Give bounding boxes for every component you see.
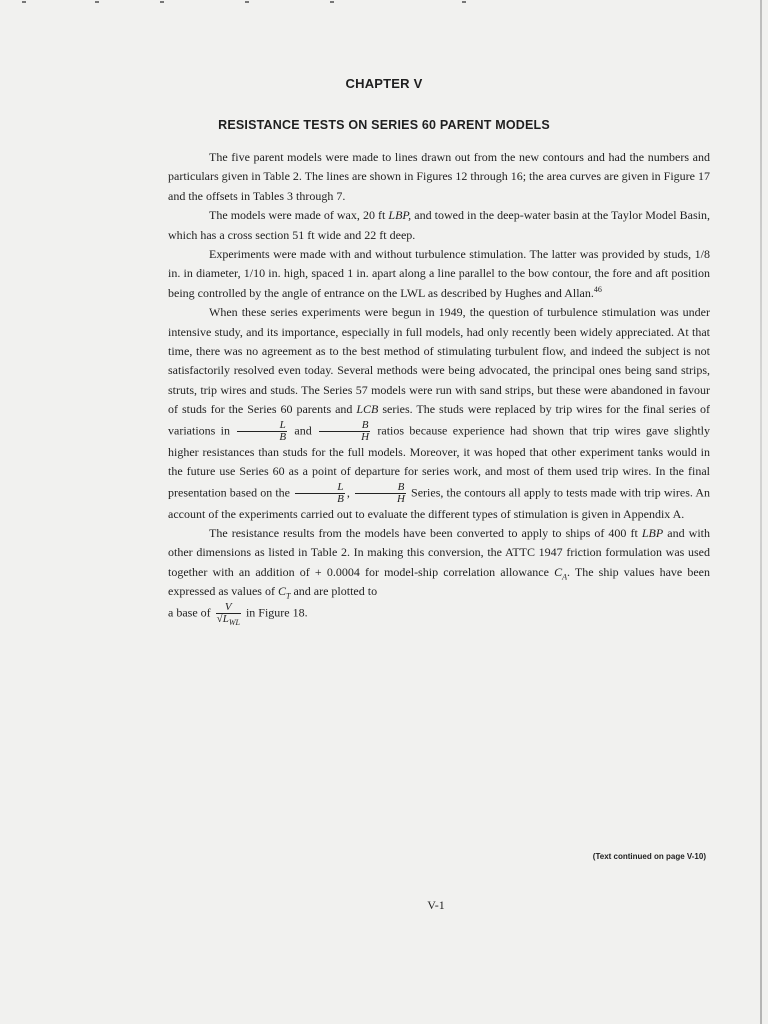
continued-note: (Text continued on page V-10) [592,852,706,861]
fraction-v-over-root-lwl: $\frac{V}{√L_{WL}}$ [216,600,240,627]
paragraph-5: The resistance results from the models have been converted to apply to ships of 400 ft LBP and with other dimensions as listed in Table 2. In making this conversion, the ATTC 1947 friction formulation was used together with an addition of + 0.0004 for model-ship correlation allowance $C_A$. The ship values have been expressed as values of $C_T$ and are plotted to [168,525,711,601]
fraction-b-over-h-2: $\frac{B}{H}$ [355,482,406,505]
fraction-b-over-h: $\frac{B}{H}$ [319,420,370,443]
paragraph-4: When these series experiments were begun in 1949, the question of turbulence stimulation was under intensive study, and its importance, especially in full models, had only recently been widely appreciated. At that time, there was no agreement as to the best method of stimulating turbulent flow, and indeed the subject is not satisfactorily resolved even today. Several methods were being advocated, the principal ones being sand strips, struts, trip wires and studs. The Series 57 models were run with sand strips, but these were abandoned in favour of studs for the Series 60 parents and LCB series. The studs were replaced by trip wires for the final series of variations in $\frac{L}{B}$ and $\frac{B}{H}$ ratios because experience had shown that trip wires gave slightly higher resistances than studs for the full models. Moreover, it was hoped that other experiment tanks would in the future use Series 60 as a point of departure for series work, and most of them used trip wires. In the final presentation based on the $\frac{L}{B}$ , $\frac{B}{H}$ Series, the contours all apply to tests made with trip wires. An account of the experiments carried out to evaluate the different types of stimulation is given in Appendix A. [168,305,711,521]
page-number: V-1 [427,898,445,912]
scan-top-marks [0,0,768,6]
paragraph-3: Experiments were made with and without turbulence stimulation. The latter was provided by studs, 1/8 in. in diameter, 1/10 in. high, spaced 1 in. apart along a line parallel to the bow contour, the fore and aft position being controlled by the angle of entrance on the LWL as described by Hughes and Allan.$^{46}$ [168,247,710,300]
scan-edge [760,0,762,1024]
paragraph-5-end: a base of $\frac{V}{√L_{WL}}$ in Figure 18. [168,600,308,627]
body-text [168,148,710,625]
paragraph-2: The models were made of wax, 20 ft LBP, and towed in the deep-water basin at the Taylor Model Basin, which has a cross section 51 ft wide and 22 ft deep. [168,208,710,242]
reference-superscript: 46 [593,284,602,294]
fraction-l-over-b: $\frac{L}{B}$ [237,420,287,443]
fraction-l-over-b-2: $\frac{L}{B}$ [295,482,345,505]
paragraph-1: The five parent models were made to lines drawn out from the new contours and had the numbers and particulars given in Table 2. The lines are shown in Figures 12 through 16; the area curves are given in Figure 17 and the offsets in Tables 3 through 7. [168,150,710,203]
chapter-heading: CHAPTER V [345,76,423,91]
chapter-title: RESISTANCE TESTS ON SERIES 60 PARENT MODELS [218,118,550,132]
